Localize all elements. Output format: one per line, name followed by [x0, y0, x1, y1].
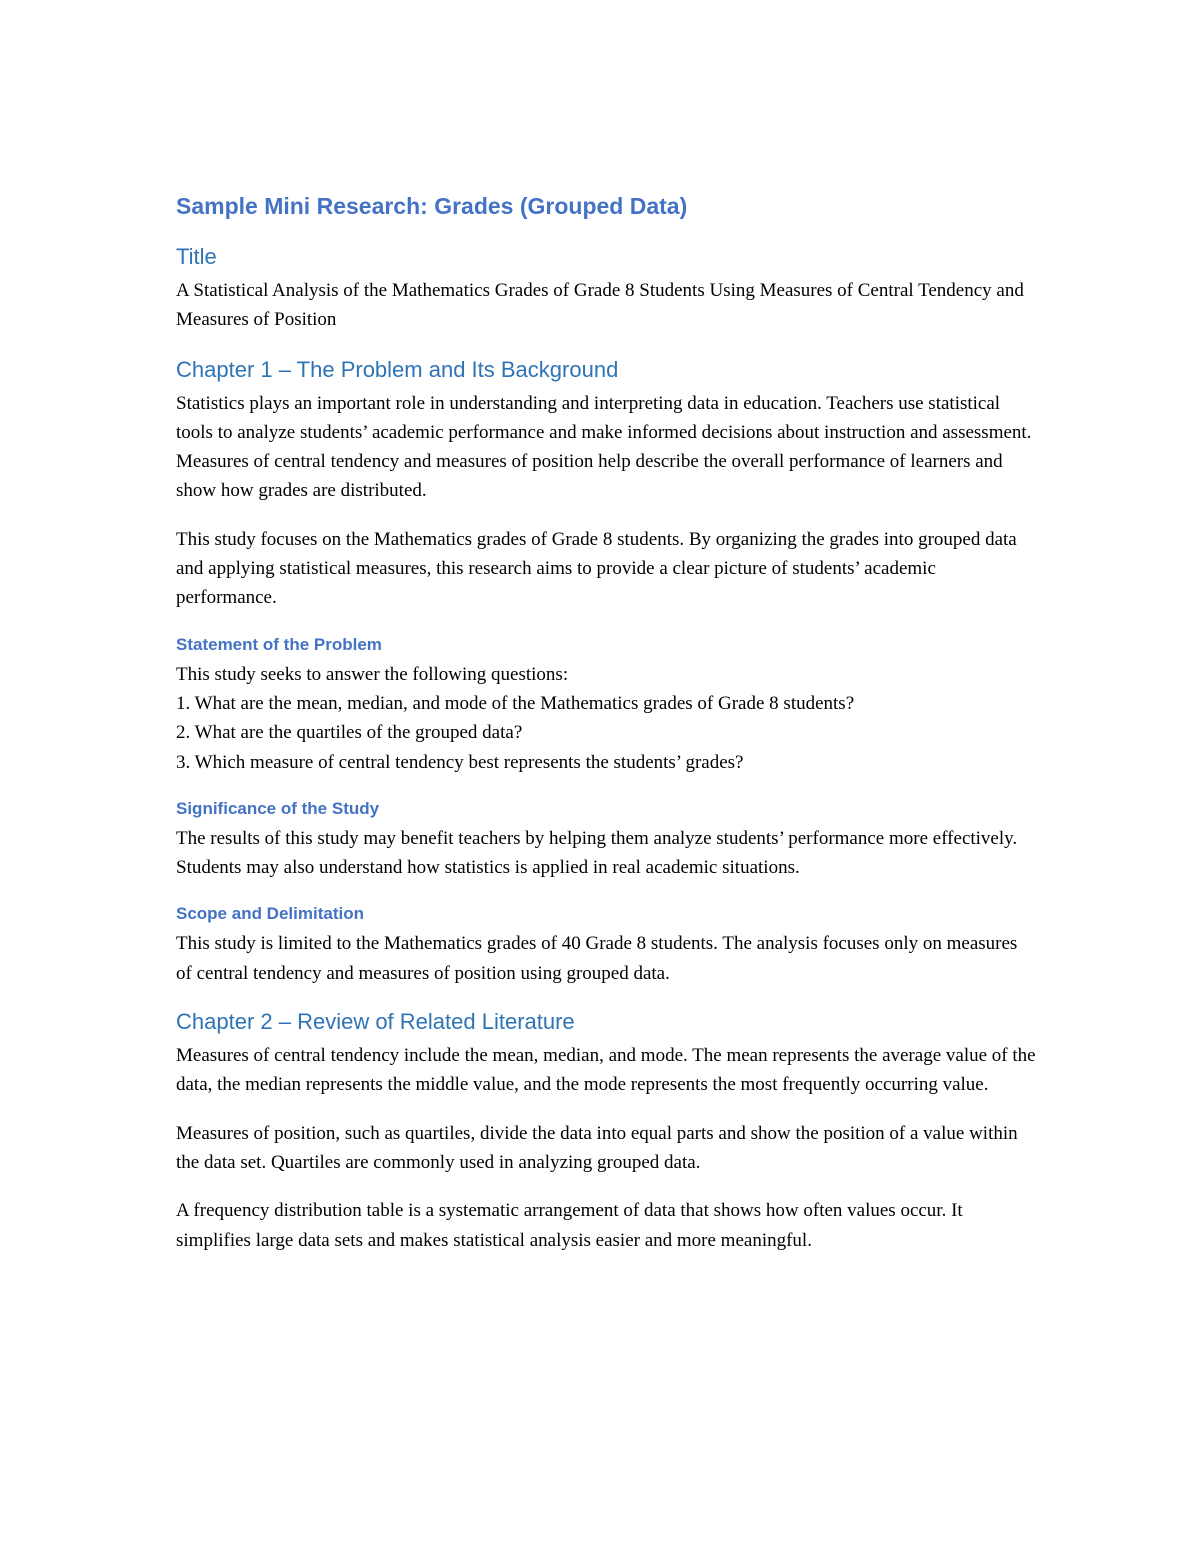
scope-text: This study is limited to the Mathematics grades of 40 Grade 8 students. The analysis focuses only on measures of central tendency and measures of position using grouped data.	[176, 933, 1018, 984]
significance-text: The results of this study may benefit teachers by helping them analyze students’ performance more effectively. Students may also understand how statistics is applied in real academic situations.	[176, 827, 1018, 879]
chapter2-paragraph: Measures of position, such as quartiles, divide the data into equal parts and show the position of a value within the data set. Quartiles are commonly used in analyzing grouped data.	[176, 1122, 1018, 1173]
chapter1-paragraph: This study focuses on the Mathematics grades of Grade 8 students. By organizing the grades into grouped data and applying statistical measures, this research aims to provide a clear picture of students’ academic performance.	[176, 528, 1017, 609]
title-heading: Title	[176, 244, 217, 269]
statement-intro: This study seeks to answer the following questions:	[176, 663, 569, 685]
statement-question: 1. What are the mean, median, and mode of the Mathematics grades of Grade 8 students?	[176, 692, 855, 714]
statement-question: 3. Which measure of central tendency best represents the students’ grades?	[176, 751, 744, 773]
statement-question-list	[176, 689, 1036, 777]
significance-heading: Significance of the Study	[176, 798, 380, 818]
scope-heading: Scope and Delimitation	[176, 904, 364, 924]
chapter1-paragraph: Statistics plays an important role in understanding and interpreting data in education. Teachers use statistical tools to analyze students’ academic performance and make informed decisions about instruction and assessment. Measures of central tendency and measures of position help describe the overall performance of learners and show how grades are distributed.	[176, 392, 1032, 502]
chapter1-heading: Chapter 1 – The Problem and Its Background	[176, 356, 619, 382]
document-page	[176, 190, 1036, 1274]
chapter2-heading: Chapter 2 – Review of Related Literature	[176, 1009, 575, 1035]
statement-heading: Statement of the Problem	[176, 634, 382, 654]
title-text: A Statistical Analysis of the Mathematics Grades of Grade 8 Students Using Measures of Central Tendency and Measures of Position	[176, 280, 1024, 331]
document-title: Sample Mini Research: Grades (Grouped Data)	[176, 193, 688, 219]
statement-question: 2. What are the quartiles of the grouped data?	[176, 722, 523, 744]
chapter2-paragraph: A frequency distribution table is a systematic arrangement of data that shows how often values occur. It simplifies large data sets and makes statistical analysis easier and more meaningful.	[176, 1200, 963, 1251]
chapter2-paragraph: Measures of central tendency include the mean, median, and mode. The mean represents the average value of the data, the median represents the middle value, and the mode represents the most frequently occurring value.	[176, 1045, 1036, 1096]
